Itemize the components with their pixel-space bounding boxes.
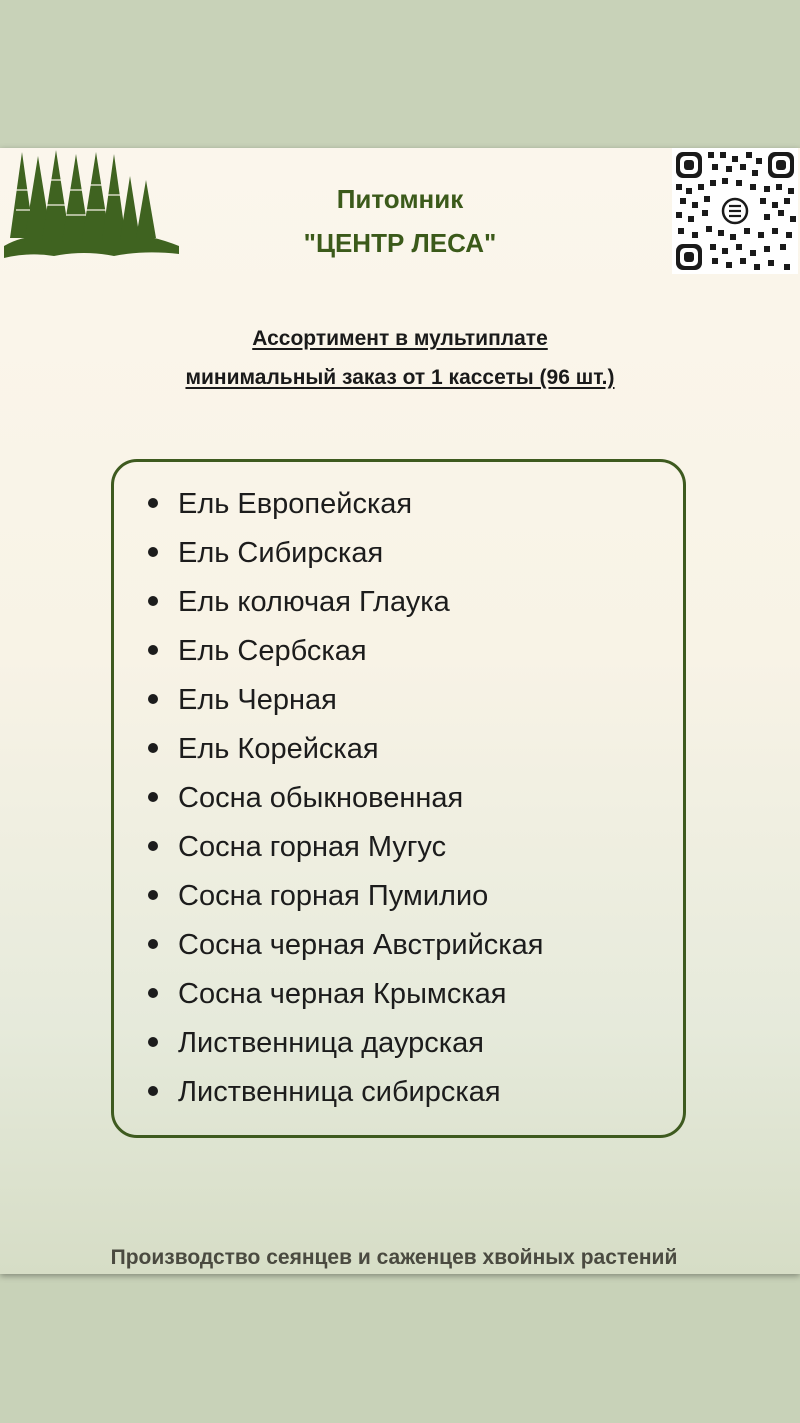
bullet-icon bbox=[148, 645, 158, 655]
nursery-label: Питомник bbox=[336, 184, 464, 214]
list-item-label: Сосна черная Австрийская bbox=[178, 929, 544, 961]
bullet-icon bbox=[148, 1086, 158, 1096]
bullet-icon bbox=[148, 890, 158, 900]
bullet-icon bbox=[148, 988, 158, 998]
bullet-icon bbox=[148, 1037, 158, 1047]
list-item bbox=[148, 729, 543, 778]
assortment-subtitle: минимальный заказ от 1 кассеты (96 шт.) bbox=[185, 366, 615, 389]
footer-tagline: Производство сеянцев и саженцев хвойных растений bbox=[110, 1246, 678, 1269]
bullet-icon bbox=[148, 694, 158, 704]
list-item-label: Сосна горная Пумилио bbox=[178, 880, 489, 912]
list-item bbox=[148, 778, 543, 827]
bullet-icon bbox=[148, 841, 158, 851]
list-item bbox=[148, 631, 543, 680]
list-item bbox=[148, 827, 543, 876]
bullet-icon bbox=[148, 498, 158, 508]
product-list-box bbox=[111, 459, 686, 1138]
forest-trees-logo-icon bbox=[4, 150, 179, 258]
list-item-label: Лиственница даурская bbox=[178, 1027, 484, 1059]
list-item-label: Ель Европейская bbox=[178, 488, 413, 520]
list-item bbox=[148, 876, 543, 925]
bullet-icon bbox=[148, 547, 158, 557]
list-item-label: Ель Черная bbox=[178, 684, 337, 716]
list-item-label: Ель Сербская bbox=[178, 635, 367, 667]
list-item-label: Ель Сибирская bbox=[178, 537, 384, 569]
list-item-label: Ель Корейская bbox=[178, 733, 379, 765]
list-item-label: Сосна обыкновенная bbox=[178, 782, 464, 814]
list-item bbox=[148, 582, 543, 631]
list-item-label: Ель колючая Глаука bbox=[178, 586, 450, 618]
qr-code-icon[interactable] bbox=[672, 148, 798, 274]
list-item-label: Сосна черная Крымская bbox=[178, 978, 507, 1010]
list-item bbox=[148, 925, 543, 974]
bullet-icon bbox=[148, 596, 158, 606]
assortment-title: Ассортимент в мультиплате bbox=[252, 327, 548, 350]
list-item-label: Сосна горная Мугус bbox=[178, 831, 447, 863]
flyer-card bbox=[0, 148, 800, 1274]
bullet-icon bbox=[148, 939, 158, 949]
list-item bbox=[148, 1072, 543, 1121]
bullet-icon bbox=[148, 743, 158, 753]
list-item bbox=[148, 974, 543, 1023]
nursery-name: "ЦЕНТР ЛЕСА" bbox=[303, 228, 497, 258]
product-list bbox=[148, 484, 543, 1121]
list-item bbox=[148, 1023, 543, 1072]
list-item-label: Лиственница сибирская bbox=[178, 1076, 501, 1108]
list-item bbox=[148, 484, 543, 533]
bullet-icon bbox=[148, 792, 158, 802]
list-item bbox=[148, 533, 543, 582]
list-item bbox=[148, 680, 543, 729]
